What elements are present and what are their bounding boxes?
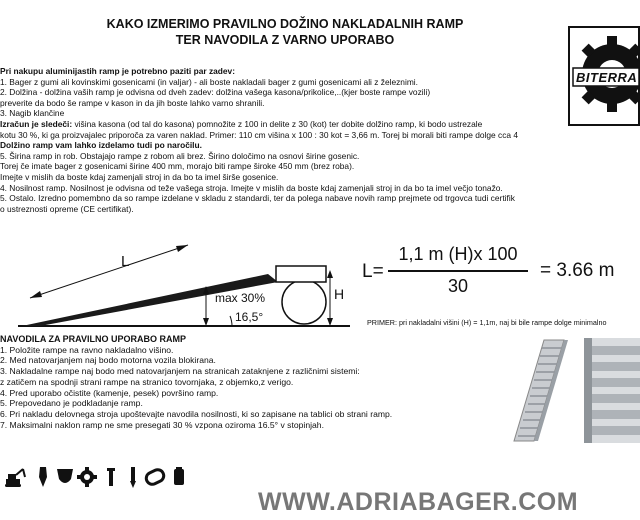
formula-numerator: 1,1 m (H)x 100 [398, 244, 518, 264]
instructions-section [0, 334, 505, 430]
list-item: 3. Nagib klančine [0, 108, 65, 119]
angle-arc [230, 316, 232, 326]
calc-line [0, 119, 568, 130]
list-item: 1. Bager z gumi ali kovinskimi gosenicami (in valjar) - ali boste nakladali bager z gumi gosenicami ali z železnimi. [0, 76, 418, 87]
wheel [282, 280, 326, 324]
list-item: 1. Položite rampe na ravno nakladalno višino. [0, 344, 174, 355]
bucket-tooth-icon [32, 465, 54, 489]
biterra-logo [568, 26, 640, 126]
list-item: Imejte v mislih da boste kdaj zamenjali stroj in da bo ta imel širše gosenice. [0, 171, 279, 182]
length-label: L [121, 253, 130, 270]
ramp-diagram [0, 238, 360, 338]
height-label: H [334, 286, 345, 302]
truck-box [276, 266, 326, 282]
gear-icon [76, 465, 98, 489]
length-arrow-head-start [30, 291, 42, 298]
list-item: 5. Ostalo. Izredno pomembno da so rampe izdelane v skladu z standardi, ter da polega nabave novih ramp prejmete od trgovca tudi certifik [0, 193, 515, 204]
formula-denominator: 30 [447, 276, 469, 296]
ramp-brand-label: BITERRA [139, 277, 194, 299]
page-title: KAKO IZMERIMO PRAVILNO DOŽINO NAKLADALNIH RAMP [106, 17, 464, 31]
fraction-bar [388, 270, 528, 272]
track-icon [144, 465, 166, 489]
purchase-heading: Pri nakupu aluminijastih ramp je potrebno paziti par zadev: [0, 66, 236, 76]
ramp-photo-2 [584, 338, 640, 443]
website-url[interactable]: WWW.ADRIABAGER.COM [258, 488, 579, 516]
ramp-photo-1 [508, 338, 582, 443]
list-item: 6. Pri nakladu delovnega stroja upoštevajte navodila nosilnosti, ki so zapisane na tablici ob strani ramp. [0, 408, 393, 419]
length-arrow-head-end [176, 245, 188, 252]
list-item: o ustreznosti opreme (CE certifikat). [0, 203, 134, 214]
max-slope-label: max 30% [215, 291, 266, 305]
angle-label: 16,5° [235, 310, 264, 324]
list-item: 2. Dolžina - dolžina vaših ramp je odvisna od dveh zadev: dolžina vašega kasona/prikolice,..(kjer boste rampe vozili) [0, 87, 431, 98]
list-item: Torej če imate bager z gosenicami širine 400 mm, morajo biti rampe široke 450 mm (brez roba). [0, 161, 355, 172]
calc-text-continued: kotu 30 %, ki ga proizvajalec priporoča za varen naklad. Primer: 110 cm višina x 100 : 30 kot = 3,66 m. Torej bi morali biti rampe dolge cca 4 [0, 129, 519, 140]
list-item: 2. Med natovarjanjem naj bodo motorna vozila blokirana. [0, 355, 216, 366]
list-item: 3. Nakladalne rampe naj bodo med natovarjanjem na stranicah zataknjene z različnimi sistemi: [0, 366, 360, 377]
purchase-section [0, 66, 568, 214]
list-item: 4. Pred uporabo očistite (kamenje, pesek) površino ramp. [0, 387, 219, 398]
list-item: 5. Prepovedano je podkladanje ramp. [0, 398, 143, 409]
pin-icon [100, 465, 122, 489]
list-item: 5. Širina ramp in rob. Obstajajo rampe z robom ali brez. Širino določimo na osnovi širine gosenic. [0, 150, 360, 161]
list-item: z zatičem na spodnji strani rampe na stranico tovornjaka, z objemko,z verigo. [0, 376, 294, 387]
bucket-icon [54, 465, 76, 489]
filter-icon [168, 465, 190, 489]
excavator-icon [4, 465, 26, 489]
formula-lhs: L= [362, 261, 384, 282]
custom-length-heading: Dolžino ramp vam lahko izdelamo tudi po naročilu. [0, 140, 202, 151]
page-subtitle: TER NAVODILA Z VARNO UPORABO [175, 33, 395, 47]
logo-brand-text: BITERRA [576, 70, 638, 85]
calc-text: višina kasona (od tal do kasona) pomnožite z 100 in delite z 30 (kot) ter dobite dolžino ramp, ki bodo ustrezale [72, 118, 483, 129]
hammer-icon [122, 465, 144, 489]
list-item: 4. Nosilnost ramp. Nosilnost je odvisna od teže vašega stroja. Imejte v mislih da boste kdaj zamenjali stroj in da bo ta imel večjo tonažo. [0, 182, 503, 193]
list-item: preverite da bodo še rampe v kason in da jih boste lahko varno shranili. [0, 97, 265, 108]
calc-label: Izračun je sledeči: [0, 118, 73, 129]
list-item: 7. Maksimalni naklon ramp ne sme presegati 30 % vzpona oziroma 16.5° v stopinjah. [0, 419, 324, 430]
formula-result: = 3.66 m [540, 260, 615, 281]
instructions-heading: NAVODILA ZA PRAVILNO UPORABO RAMP [0, 334, 186, 344]
primer-note: PRIMER: pri nakladalni višini (H) = 1,1m, naj bi bile rampe dolge minimalno [367, 318, 607, 327]
